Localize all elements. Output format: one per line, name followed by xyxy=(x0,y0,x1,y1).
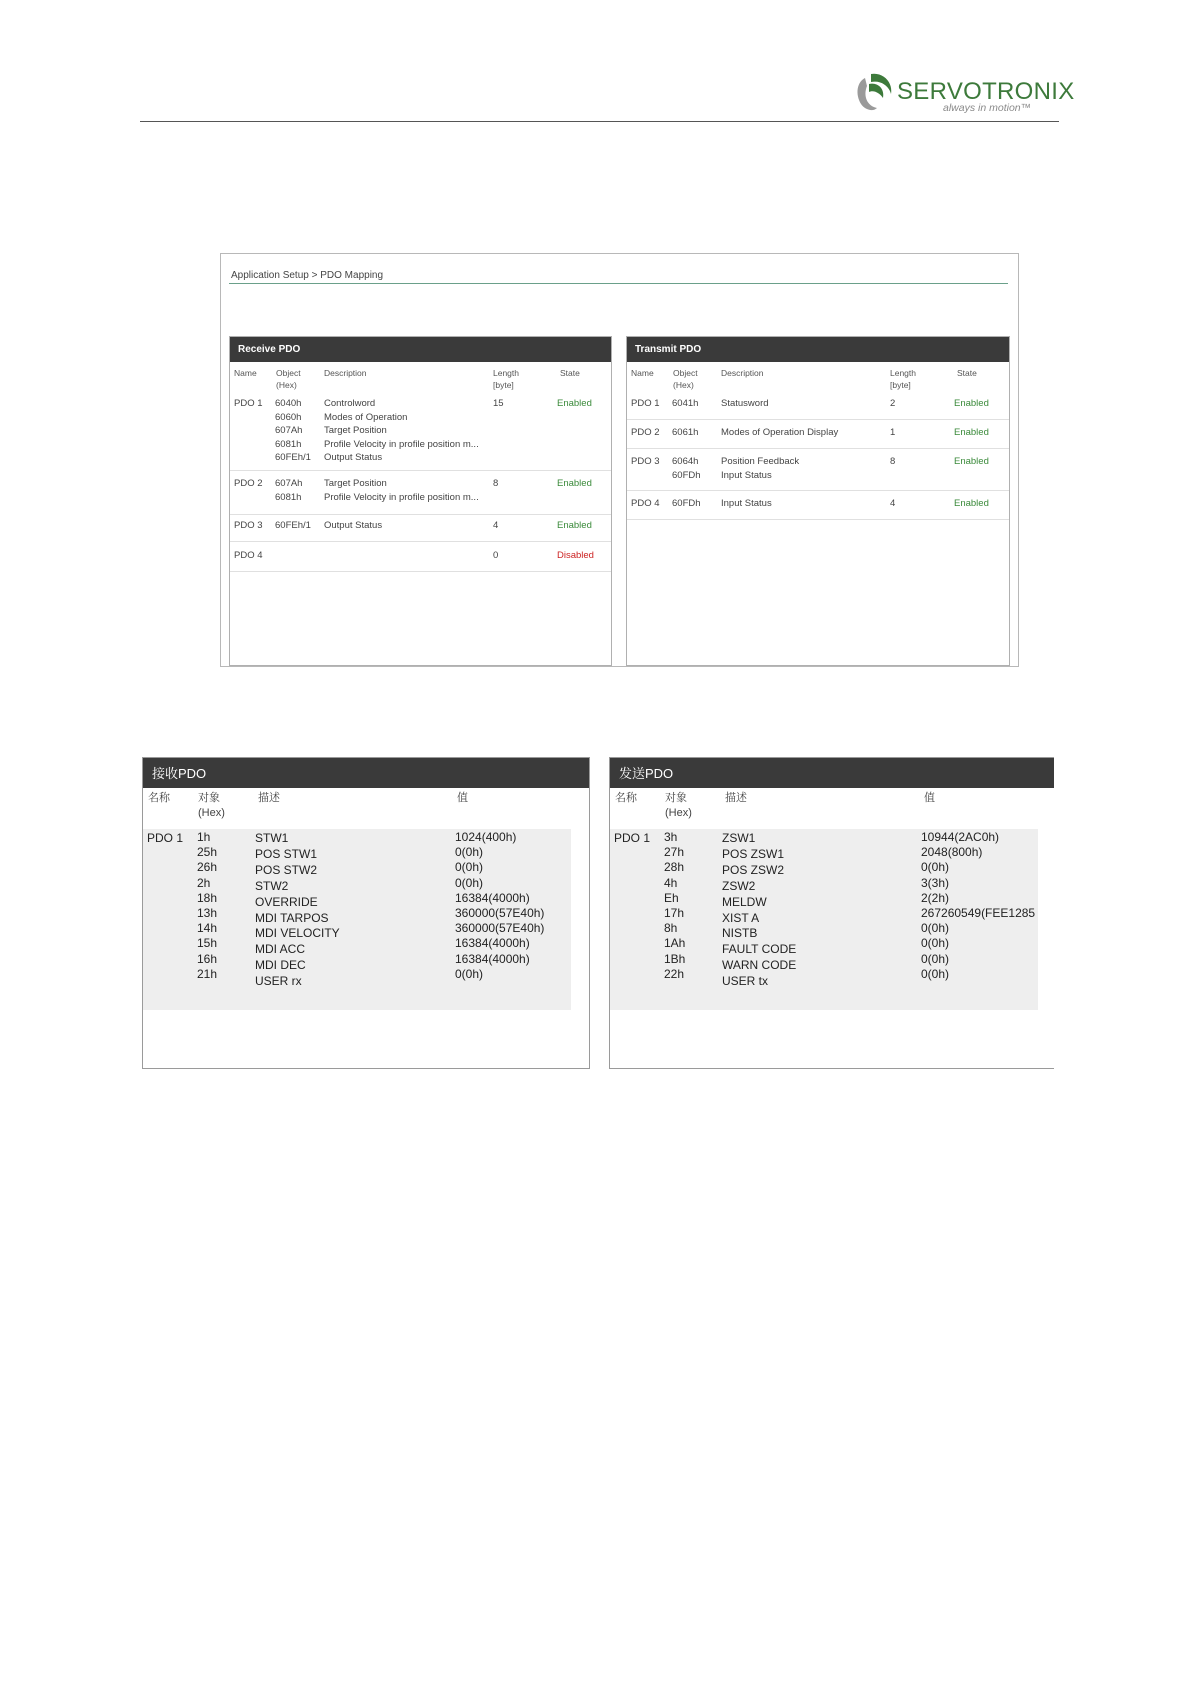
pdo-name: PDO 3 xyxy=(631,456,660,467)
col-object-header: Object (Hex) xyxy=(276,368,301,390)
col-length-header: Length [byte] xyxy=(493,368,519,390)
status-badge: Disabled xyxy=(557,550,594,561)
pdo-values: 1024(400h) 0(0h) 0(0h) 0(0h) 16384(4000h) 360000(57E40h) 360000(57E40h) 16384(4000h) 16384(4000h) 0(0h) xyxy=(455,830,545,981)
col-object-header: 对象 (Hex) xyxy=(198,792,225,819)
logo-swoosh-icon xyxy=(853,72,895,114)
cn-receive-pdo-title: 接收PDO xyxy=(143,758,589,788)
pdo-length: 4 xyxy=(890,498,896,509)
pdo-length: 15 xyxy=(493,398,504,409)
col-value-header: 值 xyxy=(457,792,468,804)
header-divider xyxy=(140,121,1059,122)
status-badge: Enabled xyxy=(557,520,592,531)
pdo-name: PDO 2 xyxy=(631,427,660,438)
pdo-name: PDO 4 xyxy=(234,550,263,561)
table-row[interactable] xyxy=(627,426,1009,449)
pdo-name: PDO 2 xyxy=(234,478,263,489)
table-row[interactable] xyxy=(230,549,611,572)
pdo-objects: 3h 27h 28h 4h Eh 17h 8h 1Ah 1Bh 22h xyxy=(664,830,686,981)
table-row[interactable] xyxy=(230,477,611,515)
status-badge: Enabled xyxy=(954,427,989,438)
col-description-header: Description xyxy=(324,368,367,378)
col-length-header: Length [byte] xyxy=(890,368,916,390)
pdo-values: 10944(2AC0h) 2048(800h) 0(0h) 3(3h) 2(2h) 267260549(FEE1285 0(0h) 0(0h) 0(0h) 0(0h) xyxy=(921,830,1036,981)
pdo-descriptions: Statusword xyxy=(721,398,769,409)
pdo-mapping-screenshot xyxy=(220,253,1019,667)
pdo-objects: 60FEh/1 xyxy=(275,520,311,531)
cn-transmit-pdo-panel xyxy=(609,757,1054,1069)
col-name-header: Name xyxy=(631,368,654,378)
pdo-name: PDO 1 xyxy=(234,398,263,409)
pdo-objects: 607Ah 6081h xyxy=(275,478,303,503)
table-row[interactable] xyxy=(230,397,611,471)
pdo-length: 2 xyxy=(890,398,896,409)
pdo-name: PDO 1 xyxy=(614,831,651,845)
status-badge: Enabled xyxy=(954,456,989,467)
pdo-name: PDO 1 xyxy=(147,831,184,845)
pdo-descriptions: Modes of Operation Display xyxy=(721,427,839,438)
pdo-name: PDO 3 xyxy=(234,520,263,531)
pdo-objects: 6061h xyxy=(672,427,699,438)
pdo-objects: 1h 25h 26h 2h 18h 13h 14h 15h 16h 21h xyxy=(197,830,218,981)
table-row[interactable] xyxy=(143,829,571,1010)
pdo-length: 0 xyxy=(493,550,499,561)
pdo-descriptions: Input Status xyxy=(721,498,772,509)
table-row[interactable] xyxy=(230,519,611,542)
servotronix-logo xyxy=(853,72,1075,118)
pdo-name: PDO 4 xyxy=(631,498,660,509)
col-object-header: 对象 (Hex) xyxy=(665,792,692,819)
col-name-header: Name xyxy=(234,368,257,378)
pdo-length: 1 xyxy=(890,427,896,438)
status-badge: Enabled xyxy=(954,398,989,409)
breadcrumb[interactable]: Application Setup > PDO Mapping xyxy=(231,270,384,281)
table-row[interactable] xyxy=(627,455,1009,491)
pdo-descriptions: Position Feedback Input Status xyxy=(721,456,800,481)
col-description-header: 描述 xyxy=(258,792,280,804)
transmit-pdo-panel xyxy=(626,336,1010,666)
pdo-length: 8 xyxy=(493,478,499,489)
pdo-objects: 60FDh xyxy=(672,498,701,509)
transmit-pdo-title: Transmit PDO xyxy=(627,337,1009,362)
col-description-header: 描述 xyxy=(725,792,747,804)
pdo-descriptions: STW1 POS STW1 POS STW2 STW2 OVERRIDE MDI TARPOS MDI VELOCITY MDI ACC MDI DEC USER rx xyxy=(255,831,340,989)
col-description-header: Description xyxy=(721,368,764,378)
status-badge: Enabled xyxy=(557,398,592,409)
col-name-header: 名称 xyxy=(148,792,170,804)
col-state-header: State xyxy=(957,368,977,378)
logo-name: SERVOTRONIX xyxy=(897,78,1075,105)
cn-receive-pdo-panel xyxy=(142,757,590,1069)
col-state-header: State xyxy=(560,368,580,378)
receive-pdo-title: Receive PDO xyxy=(230,337,611,362)
pdo-length: 8 xyxy=(890,456,896,467)
pdo-objects: 6041h xyxy=(672,398,699,409)
pdo-objects: 6040h 6060h 607Ah 6081h 60FEh/1 xyxy=(275,398,311,463)
pdo-length: 4 xyxy=(493,520,499,531)
pdo-descriptions: Controlword Modes of Operation Target Position Profile Velocity in profile position m... Output Status xyxy=(324,398,479,463)
col-value-header: 值 xyxy=(924,792,935,804)
breadcrumb-divider xyxy=(229,283,1008,284)
col-object-header: Object (Hex) xyxy=(673,368,698,390)
status-badge: Enabled xyxy=(557,478,592,489)
pdo-objects: 6064h 60FDh xyxy=(672,456,701,481)
pdo-descriptions: ZSW1 POS ZSW1 POS ZSW2 ZSW2 MELDW XIST A NISTB FAULT CODE WARN CODE USER tx xyxy=(722,831,797,989)
pdo-descriptions: Output Status xyxy=(324,520,383,531)
logo-tagline: always in motion™ xyxy=(943,102,1032,114)
table-row[interactable] xyxy=(610,829,1038,1010)
pdo-descriptions: Target Position Profile Velocity in profile position m... xyxy=(324,478,479,503)
cn-transmit-pdo-title: 发送PDO xyxy=(610,758,1054,788)
col-name-header: 名称 xyxy=(615,792,637,804)
table-row[interactable] xyxy=(627,497,1009,520)
pdo-name: PDO 1 xyxy=(631,398,660,409)
table-row[interactable] xyxy=(627,397,1009,420)
status-badge: Enabled xyxy=(954,498,989,509)
receive-pdo-panel xyxy=(229,336,612,666)
